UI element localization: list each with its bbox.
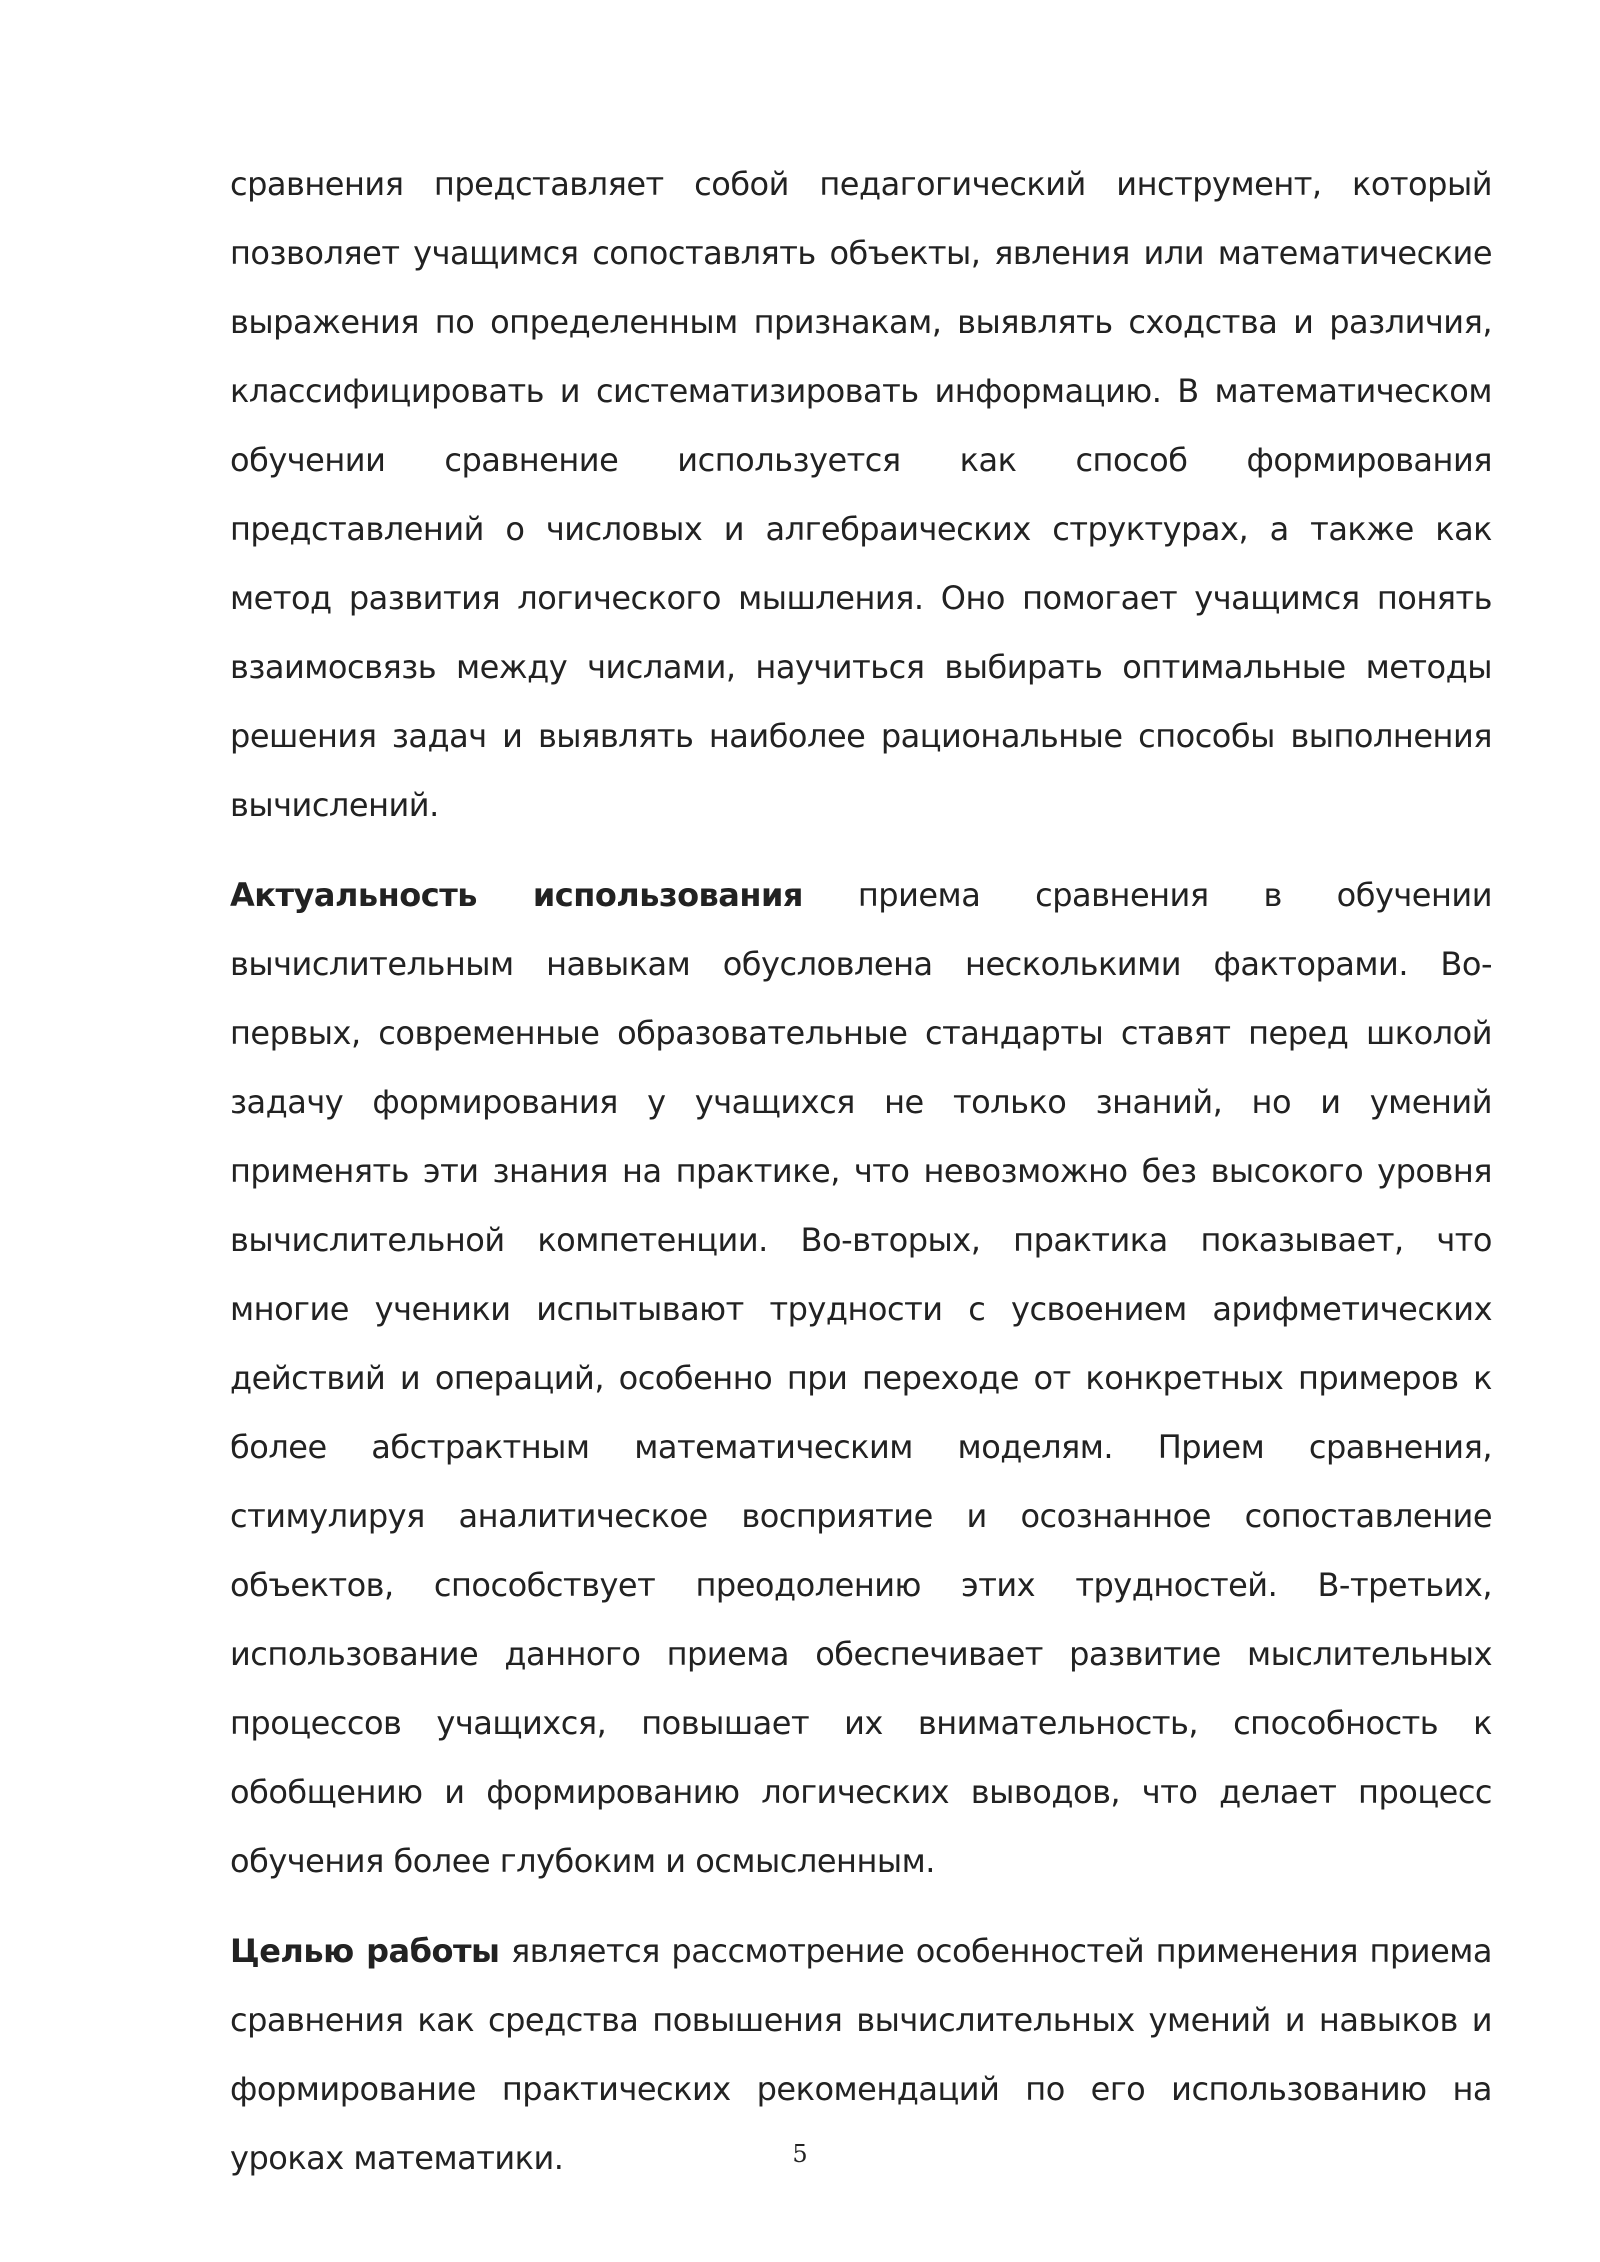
document-page <box>230 150 1492 2214</box>
paragraph-intro <box>230 150 1492 840</box>
paragraph-goal-lead: Целью работы <box>230 1932 500 1970</box>
page-number: 5 <box>792 2140 808 2168</box>
paragraph-relevance-lead: Актуальность использования <box>230 876 803 914</box>
paragraph-relevance <box>230 861 1492 1896</box>
paragraph-goal-text: является рассмотрение особенностей применения приема сравнения как средства повышения вычислительных умений и навыков и формирование практических рекомендаций по его использованию на уроках математики. <box>230 1932 1493 2177</box>
paragraph-relevance-text: приема сравнения в обучении вычислительным навыкам обусловлена несколькими факторами. Во-первых, современные образовательные стандарты ставят перед школой задачу формирования у учащихся не только знаний, но и умений применять эти знания на практике, что невозможно без высокого уровня вычислительной компетенции. Во-вторых, практика показывает, что многие ученики испытывают трудности с усвоением арифметических действий и операций, особенно при переходе от конкретных примеров к более абстрактным математическим моделям. Прием сравнения, стимулируя аналитическое восприятие и осознанное сопоставление объектов, способствует преодолению этих трудностей. В-третьих, использование данного приема обеспечивает развитие мыслительных процессов учащихся, повышает их внимательность, способность к обобщению и формированию логических выводов, что делает процесс обучения более глубоким и осмысленным. <box>230 876 1493 1880</box>
paragraph-intro-text: сравнения представляет собой педагогический инструмент, который позволяет учащимся сопоставлять объекты, явления или математические выражения по определенным признакам, выявлять сходства и различия, классифицировать и систематизировать информацию. В математическом обучении сравнение используется как способ формирования представлений о числовых и алгебраических структурах, а также как метод развития логического мышления. Оно помогает учащимся понять взаимосвязь между числами, научиться выбирать оптимальные методы решения задач и выявлять наиболее рациональные способы выполнения вычислений. <box>230 165 1492 824</box>
